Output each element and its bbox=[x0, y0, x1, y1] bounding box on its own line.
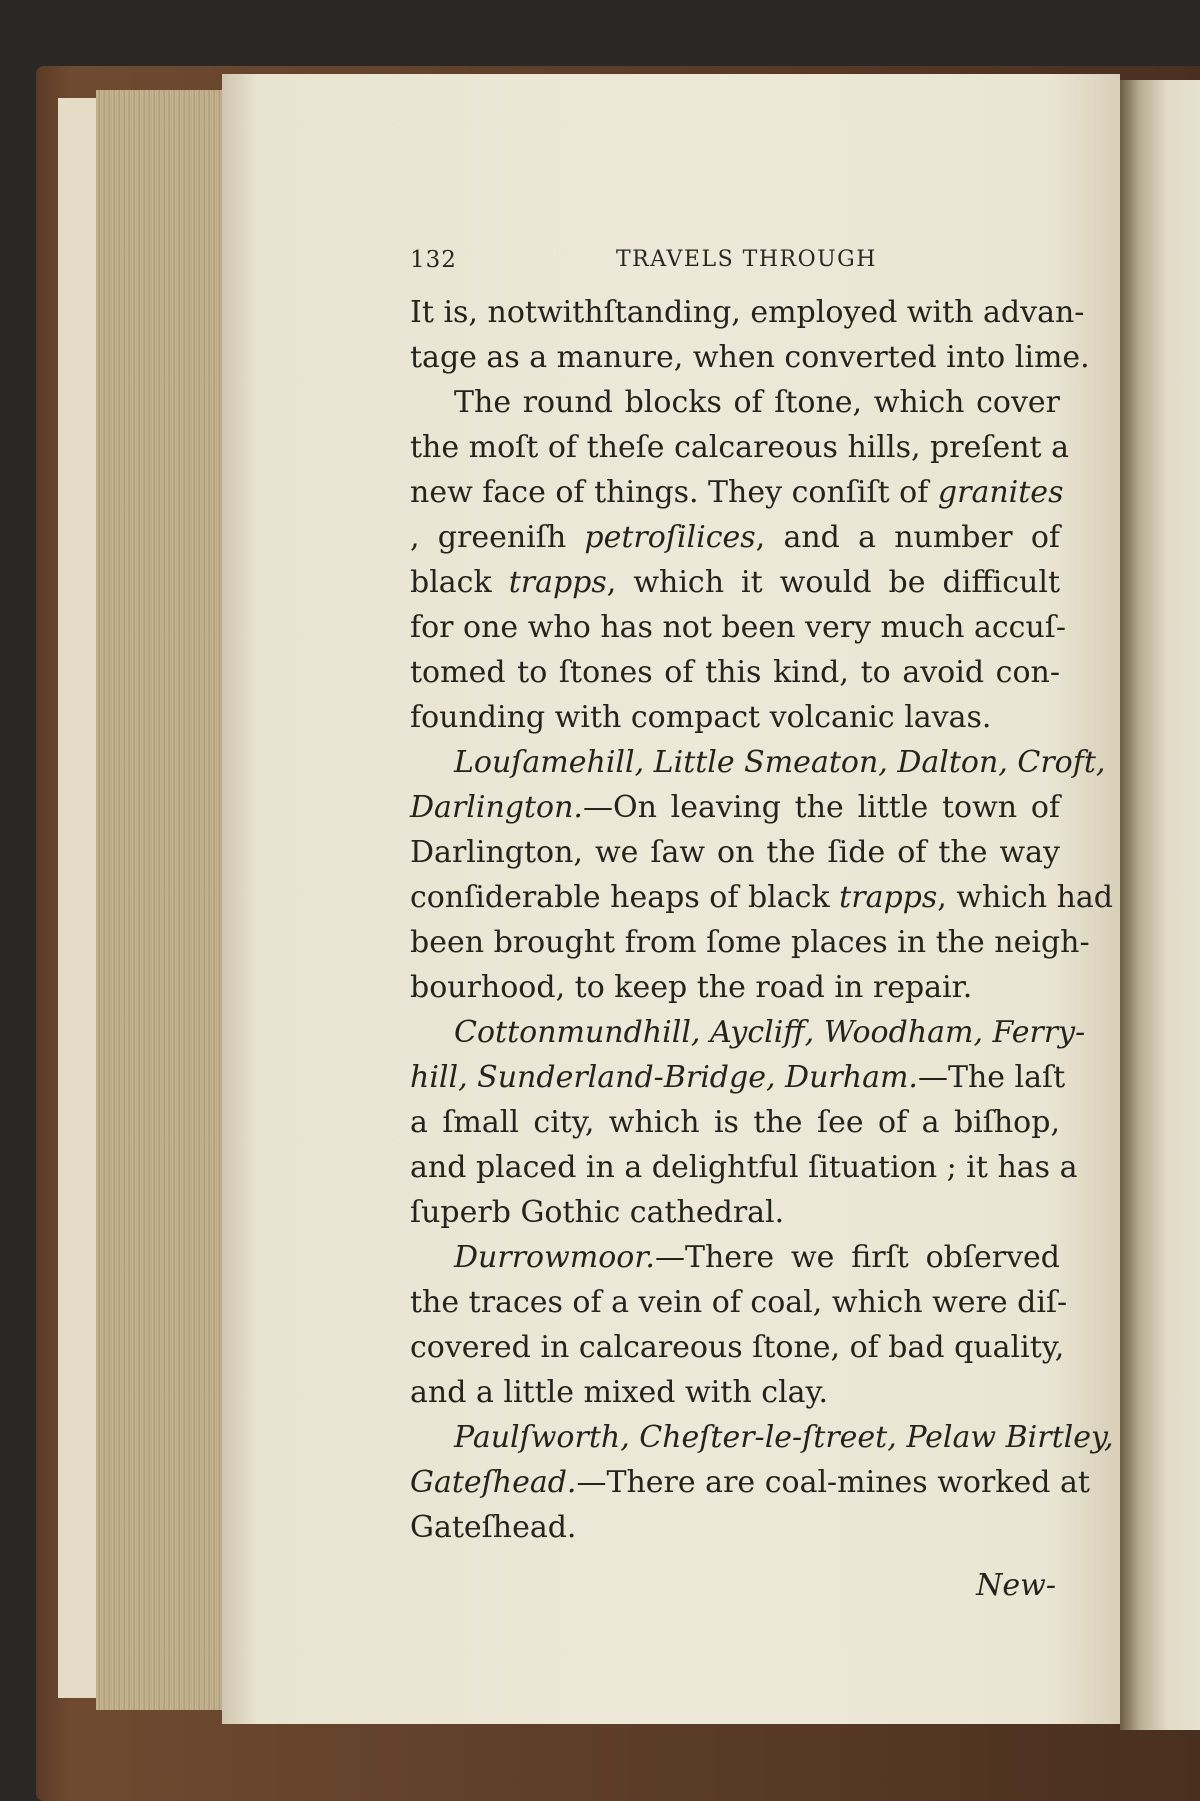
text-line: ſuperb Gothic cathedral. bbox=[410, 1195, 785, 1230]
text-line: for one who has not been very much accuſ- bbox=[410, 610, 1067, 645]
text-line: and placed in a delightful ſituation ; it has a bbox=[410, 1150, 1078, 1185]
text-line: The round blocks of ſtone, which cover bbox=[454, 385, 1060, 420]
text-line: tage as a manure, when converted into lime. bbox=[410, 340, 1090, 375]
text-line: Darlington, we ſaw on the ſide of the way bbox=[410, 835, 1060, 870]
text-line: Gateſhead.—There are coal-mines worked at bbox=[410, 1465, 1090, 1500]
running-title: TRAVELS THROUGH bbox=[616, 247, 877, 272]
text-line: a ſmall city, which is the ſee of a biſhop, bbox=[410, 1105, 1060, 1140]
facing-page-gutter bbox=[1120, 80, 1200, 1730]
catchword: New- bbox=[976, 1568, 1056, 1603]
page-block-edges bbox=[96, 90, 222, 1710]
text-line: covered in calcareous ſtone, of bad quality, bbox=[410, 1330, 1065, 1365]
text-line: , greeniſh petroſilices, and a number of bbox=[410, 520, 1060, 555]
text-line: Paulſworth, Cheſter-le-ſtreet, Pelaw Birtley, bbox=[454, 1420, 1114, 1455]
text-line: bourhood, to keep the road in repair. bbox=[410, 970, 973, 1005]
text-line: Durrowmoor.—There we firſt obſerved bbox=[454, 1240, 1060, 1275]
text-line: Cottonmundhill, Aycliff, Woodham, Ferry- bbox=[454, 1015, 1086, 1050]
text-line: Louſamehill, Little Smeaton, Dalton, Croft, bbox=[454, 745, 1106, 780]
text-line: It is, notwithſtanding, employed with advan- bbox=[410, 295, 1085, 330]
text-line: and a little mixed with clay. bbox=[410, 1375, 828, 1410]
page-number: 132 bbox=[410, 247, 457, 273]
text-line: conſiderable heaps of black trapps, which had bbox=[410, 880, 1114, 915]
text-line: been brought from ſome places in the neigh- bbox=[410, 925, 1090, 960]
text-line: black trapps, which it would be difficult bbox=[410, 565, 1060, 600]
text-line: tomed to ſtones of this kind, to avoid con- bbox=[410, 655, 1060, 690]
running-head bbox=[410, 247, 1056, 283]
text-line: the moſt of theſe calcareous hills, preſent a bbox=[410, 430, 1070, 465]
text-line: hill, Sunderland-Bridge, Durham.—The laſt bbox=[410, 1060, 1066, 1095]
page-body-text bbox=[410, 290, 1114, 1550]
text-line: the traces of a vein of coal, which were diſ- bbox=[410, 1285, 1068, 1320]
text-line: founding with compact volcanic lavas. bbox=[410, 700, 992, 735]
text-line: new face of things. They conſiſt of granites bbox=[410, 475, 1064, 510]
text-line: Gateſhead. bbox=[410, 1510, 577, 1545]
text-line: Darlington.—On leaving the little town of bbox=[410, 790, 1060, 825]
endpaper-edge bbox=[58, 98, 98, 1698]
